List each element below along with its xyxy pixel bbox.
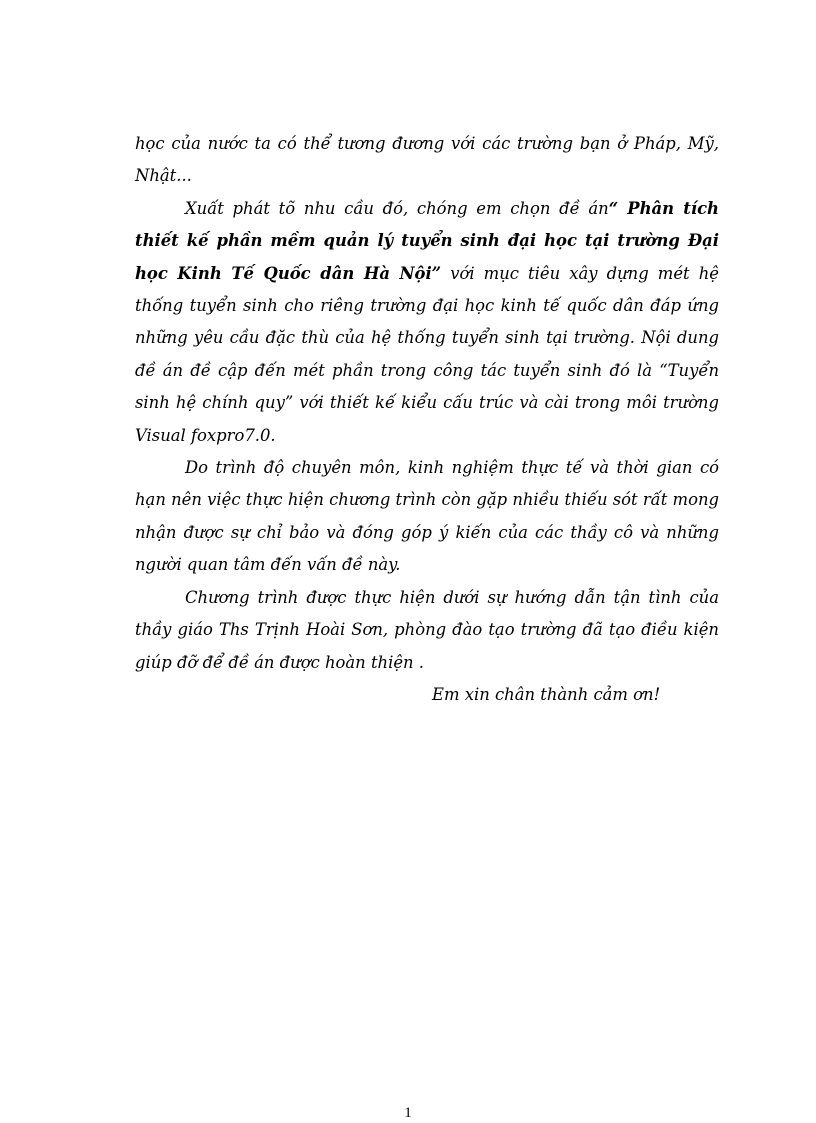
body-text: [135, 128, 719, 711]
page-number: 1: [404, 1105, 412, 1121]
paragraph-acknowledgement: Chương trình được thực hiện dưới sự hướng dẫn tận tình của thầy giáo Ths Trịnh Hoài Sơn, phòng đào tạo trường đã tạo điều kiện giúp đỡ để đề án được hoàn thiện .: [135, 587, 719, 672]
paragraph-intro: Xuất phát tõ nhu cầu đó, chóng em chọn đề án: [185, 198, 609, 218]
project-title: “ Phân tích thiết kế phần mềm quản lý tuyển sinh đại học tại trường Đại học Kinh Tế Quốc dân Hà Nội”: [135, 198, 719, 283]
paragraph-limitations: Do trình độ chuyên môn, kinh nghiệm thực tế và thời gian có hạn nên việc thực hiện chương trình còn gặp nhiều thiếu sót rất mong nhận được sự chỉ bảo và đóng góp ý kiến của các thầy cô và những người quan tâm đến vấn đề này.: [135, 458, 719, 575]
paragraph-project-choice: [135, 193, 719, 452]
closing-thanks: Em xin chân thành cảm ơn!: [432, 684, 661, 704]
paragraph-project-description: với mục tiêu xây dựng mét hệ thống tuyển sinh cho riêng trường đại học kinh tế quốc dân đáp ứng những yêu cầu đặc thù của hệ thống tuyển sinh tại trường. Nội dung đề án đề cập đến mét phần trong công tác tuyển sinh đó là “Tuyển sinh hệ chính quy” với thiết kế kiểu cấu trúc và cài trong môi trường Visual foxpro7.0.: [135, 263, 719, 445]
paragraph-continuation: học của nước ta có thể tương đương với các trường bạn ở Pháp, Mỹ, Nhật...: [135, 134, 719, 186]
